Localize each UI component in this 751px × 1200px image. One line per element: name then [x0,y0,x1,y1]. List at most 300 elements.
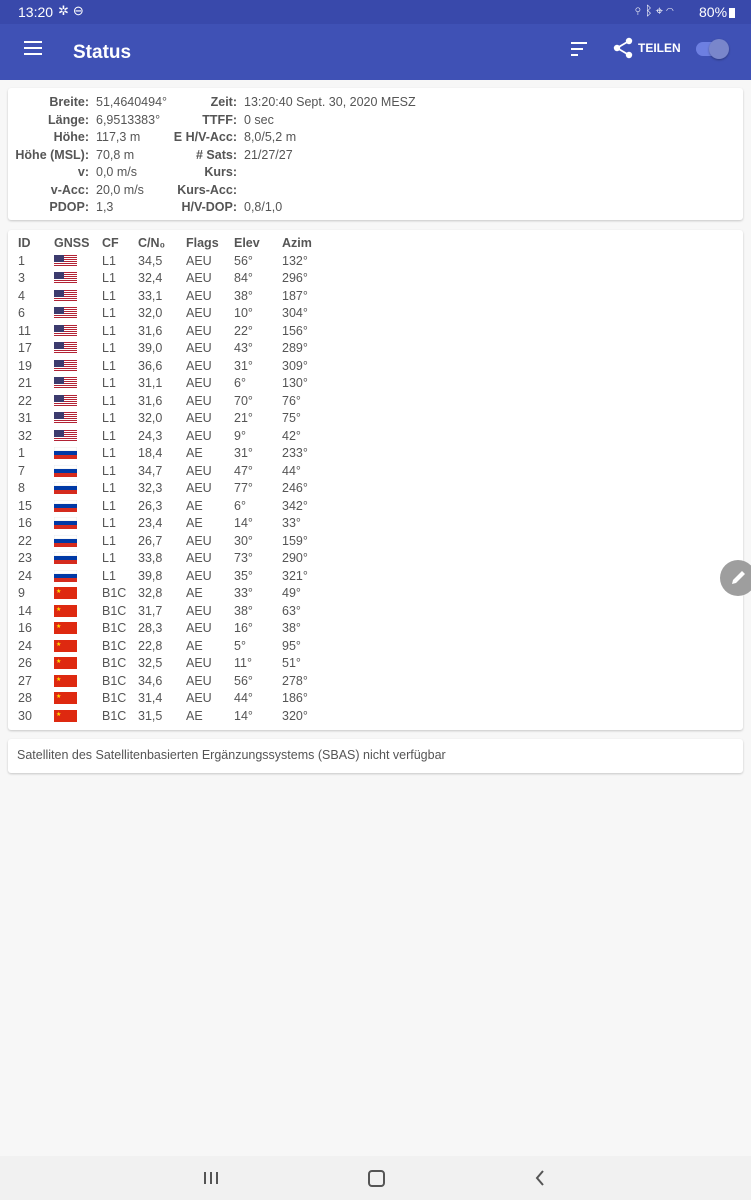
cell-flags: AEU [186,551,212,566]
cell-gnss [54,252,102,270]
cell-cf: B1C [102,603,127,618]
info-value: 117,3 m [96,130,141,144]
cell-id: 1 [18,446,25,461]
info-label: PDOP: [49,200,89,214]
russia-flag-icon [54,465,77,477]
cell-elev: 47° [234,463,253,478]
table-row [18,497,330,515]
cell-cn: 39,0 [138,341,163,356]
cell-flags: AEU [186,271,212,286]
cell-gnss [54,410,102,428]
cell-azim: 33° [282,516,301,531]
table-row [18,637,330,655]
col-header-gnss: GNSS [54,236,90,250]
cell-flags: AEU [186,481,212,496]
cell-elev: 10° [234,306,253,321]
navigation-bar [0,1156,751,1200]
china-flag-icon [54,710,77,722]
cell-cn: 31,1 [138,376,163,391]
china-flag-icon [54,587,77,599]
cell-cn: 34,6 [138,673,163,688]
sort-icon-line [571,42,587,44]
cell-azim: 187° [282,288,308,303]
cell-cn: 33,1 [138,288,163,303]
table-row [18,270,330,288]
wifi-icon: ◠ [665,3,677,18]
info-value: 20,0 m/s [96,182,144,197]
gps-icon: ⚲ [634,3,645,18]
cell-cf: B1C [102,691,127,706]
cell-azim: 342° [282,498,308,513]
info-value: 21/27/27 [244,147,293,162]
cell-gnss [54,357,102,375]
table-row [18,620,330,638]
cell-azim: 132° [282,253,308,268]
cell-gnss [54,655,102,673]
info-label: H/V-DOP: [181,200,237,214]
cell-id: 32 [18,428,32,443]
sort-icon-line [571,54,578,56]
cell-elev: 77° [234,481,253,496]
usa-flag-icon [54,360,77,372]
cell-id: 16 [18,516,32,531]
cell-flags: AE [186,498,203,513]
cell-azim: 320° [282,708,308,723]
table-row [18,707,330,725]
back-button[interactable] [532,1168,548,1188]
cell-gnss [54,515,102,533]
home-button[interactable] [368,1170,385,1187]
cell-cf: L1 [102,306,116,321]
table-row [18,357,330,375]
cell-id: 23 [18,551,32,566]
cell-azim: 76° [282,393,301,408]
battery-indicator [699,4,735,20]
table-header-row [18,234,330,252]
sbas-message: Satelliten des Satellitenbasierten Ergänzungssystems (SBAS) nicht verfügbar [17,748,446,762]
table-row [18,252,330,270]
cell-cn: 32,5 [138,656,163,671]
table-row [18,655,330,673]
fan-icon: ✲ [58,3,73,18]
cell-id: 19 [18,358,32,373]
cell-azim: 42° [282,428,301,443]
svg-text:★: ★ [56,606,62,613]
cell-cn: 23,4 [138,516,163,531]
cell-gnss [54,602,102,620]
cell-gnss [54,497,102,515]
cell-cf: B1C [102,656,127,671]
cell-elev: 16° [234,621,253,636]
cell-flags: AE [186,446,203,461]
table-row [18,602,330,620]
china-flag-icon [54,622,77,634]
svg-text:★: ★ [56,711,62,718]
cell-flags: AE [186,708,203,723]
info-label: Kurs-Acc: [177,182,237,197]
cell-flags: AEU [186,341,212,356]
pencil-icon [720,560,751,596]
cell-cf: B1C [102,638,127,653]
table-row [18,322,330,340]
table-row [18,480,330,498]
bluetooth-icon: ᛒ [644,3,656,18]
russia-flag-icon [54,570,77,582]
cell-elev: 84° [234,271,253,286]
cell-elev: 14° [234,708,253,723]
cell-cf: L1 [102,341,116,356]
cell-gnss [54,427,102,445]
menu-icon-line [24,53,42,55]
info-value: 0,8/1,0 [244,200,283,214]
toggle-knob [709,39,729,59]
china-flag-icon [54,692,77,704]
edit-button[interactable] [720,560,751,596]
svg-text:★: ★ [56,624,62,631]
col-header-flags: Flags [186,236,219,250]
table-row [18,567,330,585]
russia-flag-icon [54,482,77,494]
cell-flags: AEU [186,463,212,478]
table-row [18,340,330,358]
cell-flags: AEU [186,411,212,426]
cell-id: 22 [18,533,32,548]
cell-elev: 44° [234,691,253,706]
cell-gnss [54,480,102,498]
cell-cn: 36,6 [138,358,163,373]
cell-cn: 24,3 [138,428,163,443]
cell-gnss [54,637,102,655]
cell-flags: AE [186,516,203,531]
cell-gnss [54,532,102,550]
status-bar [0,0,751,24]
col-header-azim: Azim [282,236,312,250]
cell-id: 6 [18,306,25,321]
cell-id: 17 [18,341,32,356]
usa-flag-icon [54,272,77,284]
cell-flags: AEU [186,288,212,303]
info-label: Breite: [49,95,89,109]
usa-flag-icon [54,395,77,407]
cell-cf: B1C [102,708,127,723]
cell-id: 24 [18,568,32,583]
svg-text:★: ★ [56,676,62,683]
cell-elev: 38° [234,288,253,303]
russia-flag-icon [54,517,77,529]
toggle-switch[interactable] [696,39,728,57]
sort-icon-line [571,48,583,50]
cell-gnss [54,305,102,323]
cell-cn: 32,4 [138,271,163,286]
do-not-disturb-icon: ⊖ [72,3,88,18]
cell-elev: 38° [234,603,253,618]
col-header-elev: Elev [234,236,260,250]
cell-cf: L1 [102,446,116,461]
cell-gnss [54,375,102,393]
table-row [18,585,330,603]
cell-id: 22 [18,393,32,408]
cell-cf: L1 [102,568,116,583]
cell-elev: 43° [234,341,253,356]
cell-gnss [54,585,102,603]
cell-id: 30 [18,708,32,723]
cell-cn: 31,6 [138,393,163,408]
cell-cn: 32,8 [138,586,163,601]
cell-flags: AEU [186,673,212,688]
cell-cf: L1 [102,428,116,443]
info-label: TTFF: [202,112,237,127]
recent-apps-button[interactable] [203,1170,219,1186]
battery-icon [729,8,735,18]
usa-flag-icon [54,325,77,337]
cell-id: 26 [18,656,32,671]
info-value: 0,0 m/s [96,165,137,179]
page-title: Status [73,42,132,63]
info-label: # Sats: [196,147,237,162]
menu-button[interactable] [24,41,42,55]
china-flag-icon [54,605,77,617]
sort-button[interactable] [571,42,587,56]
svg-text:★: ★ [56,589,62,596]
cell-elev: 35° [234,568,253,583]
svg-text:★: ★ [56,641,62,648]
cell-elev: 6° [234,498,246,513]
cell-azim: 186° [282,691,308,706]
usa-flag-icon [54,412,77,424]
russia-flag-icon [54,447,77,459]
cell-cn: 33,8 [138,551,163,566]
info-label: Zeit: [210,95,237,109]
cell-id: 4 [18,288,25,303]
cell-cf: L1 [102,516,116,531]
cell-elev: 73° [234,551,253,566]
cell-elev: 56° [234,253,253,268]
cell-id: 11 [18,323,31,338]
russia-flag-icon [54,535,77,547]
table-row [18,427,330,445]
info-value: 6,9513383° [96,112,161,127]
cell-flags: AEU [186,358,212,373]
cell-cf: B1C [102,673,127,688]
cell-cf: L1 [102,533,116,548]
info-label: Länge: [48,112,89,127]
cell-id: 15 [18,498,32,513]
china-flag-icon [54,640,77,652]
table-row [18,672,330,690]
svg-text:★: ★ [56,694,62,701]
table-row [18,375,330,393]
info-value: 1,3 [96,200,114,214]
cell-elev: 9° [234,428,246,443]
cell-gnss [54,620,102,638]
table-row [18,410,330,428]
cell-elev: 21° [234,411,253,426]
info-label: v-Acc: [50,182,89,197]
info-label: Höhe (MSL): [15,147,89,162]
cell-gnss [54,690,102,708]
cell-cn: 22,8 [138,638,163,653]
cell-azim: 44° [282,463,301,478]
cell-gnss [54,287,102,305]
cell-id: 28 [18,691,32,706]
cell-cn: 34,5 [138,253,163,268]
cell-azim: 304° [282,306,308,321]
cell-id: 7 [18,463,25,478]
cell-flags: AEU [186,376,212,391]
cell-azim: 159° [282,533,308,548]
cell-elev: 11° [234,656,252,671]
cell-cf: L1 [102,323,116,338]
cell-azim: 156° [282,323,308,338]
cell-elev: 30° [234,533,253,548]
cell-cn: 32,0 [138,411,163,426]
usa-flag-icon [54,290,77,302]
cell-cf: L1 [102,411,116,426]
back-icon [532,1168,548,1188]
cell-azim: 278° [282,673,308,688]
usa-flag-icon [54,307,77,319]
cell-azim: 63° [282,603,301,618]
share-label: TEILEN [638,41,681,55]
cell-cn: 32,3 [138,481,163,496]
cell-elev: 31° [234,446,253,461]
cell-cf: B1C [102,586,127,601]
cell-gnss [54,270,102,288]
cell-cf: L1 [102,551,116,566]
location-icon: ⌖ [655,3,666,18]
cell-elev: 56° [234,673,253,688]
table-row [18,287,330,305]
info-label: Höhe: [53,130,89,144]
cell-id: 16 [18,621,32,636]
cell-azim: 95° [282,638,301,653]
cell-id: 24 [18,638,32,653]
cell-cf: L1 [102,253,116,268]
cell-cf: L1 [102,393,116,408]
cell-cf: L1 [102,498,116,513]
cell-gnss [54,567,102,585]
cell-flags: AEU [186,533,212,548]
cell-cn: 28,3 [138,621,163,636]
recents-icon-bar [216,1172,218,1184]
china-flag-icon [54,675,77,687]
cell-elev: 70° [234,393,253,408]
info-value: 8,0/5,2 m [244,130,297,144]
cell-id: 3 [18,271,25,286]
cell-cf: L1 [102,481,116,496]
cell-cn: 26,3 [138,498,163,513]
status-notification-icons [58,3,88,19]
cell-gnss [54,672,102,690]
table-row [18,550,330,568]
cell-flags: AE [186,586,203,601]
cell-azim: 321° [282,568,308,583]
cell-cf: L1 [102,376,116,391]
cell-azim: 246° [282,481,308,496]
cell-cf: B1C [102,621,127,636]
cell-gnss [54,392,102,410]
status-system-icons [634,3,677,19]
cell-azim: 296° [282,271,308,286]
cell-elev: 31° [234,358,253,373]
cell-flags: AEU [186,621,212,636]
menu-icon-line [24,41,42,43]
battery-level: 80% [699,4,728,20]
cell-cn: 32,0 [138,306,163,321]
status-time: 13:20 [18,4,54,20]
cell-cf: L1 [102,358,116,373]
col-header-id: ID [18,236,31,250]
cell-flags: AEU [186,306,212,321]
cell-elev: 5° [234,638,246,653]
table-row [18,462,330,480]
cell-id: 1 [18,253,25,268]
cell-id: 27 [18,673,32,688]
cell-azim: 38° [282,621,301,636]
table-row [18,392,330,410]
cell-azim: 309° [282,358,308,373]
info-value: 51,4640494° [96,95,168,109]
cell-cf: L1 [102,463,116,478]
cell-azim: 49° [282,586,301,601]
recents-icon-bar [210,1172,212,1184]
svg-text:★: ★ [56,659,62,666]
satellite-table [18,234,330,725]
cell-elev: 33° [234,586,253,601]
cell-id: 9 [18,586,25,601]
cell-gnss [54,707,102,725]
menu-icon-line [24,47,42,49]
cell-gnss [54,322,102,340]
usa-flag-icon [54,342,77,354]
cell-flags: AEU [186,253,212,268]
cell-flags: AEU [186,428,212,443]
cell-flags: AEU [186,691,212,706]
cell-elev: 14° [234,516,253,531]
cell-cn: 18,4 [138,446,163,461]
usa-flag-icon [54,377,77,389]
cell-azim: 289° [282,341,308,356]
cell-flags: AEU [186,603,212,618]
cell-flags: AE [186,638,203,653]
cell-gnss [54,340,102,358]
cell-cn: 31,7 [138,603,163,618]
usa-flag-icon [54,430,77,442]
cell-flags: AEU [186,393,212,408]
info-value: 0 sec [244,112,274,127]
cell-id: 8 [18,481,25,496]
cell-gnss [54,550,102,568]
info-value: 13:20:40 Sept. 30, 2020 MESZ [244,95,416,109]
table-row [18,515,330,533]
table-row [18,305,330,323]
cell-azim: 51° [282,656,301,671]
cell-id: 21 [18,376,32,391]
cell-elev: 22° [234,323,253,338]
russia-flag-icon [54,500,77,512]
cell-id: 14 [18,603,32,618]
info-label: E H/V-Acc: [173,130,237,144]
cell-cn: 39,8 [138,568,163,583]
col-header-cf: CF [102,236,119,250]
usa-flag-icon [54,255,77,267]
cell-azim: 130° [282,376,308,391]
col-header-cn: C/N₀ [138,236,166,250]
cell-gnss [54,445,102,463]
cell-cn: 34,7 [138,463,163,478]
cell-cn: 31,5 [138,708,163,723]
info-label: v: [77,165,89,179]
